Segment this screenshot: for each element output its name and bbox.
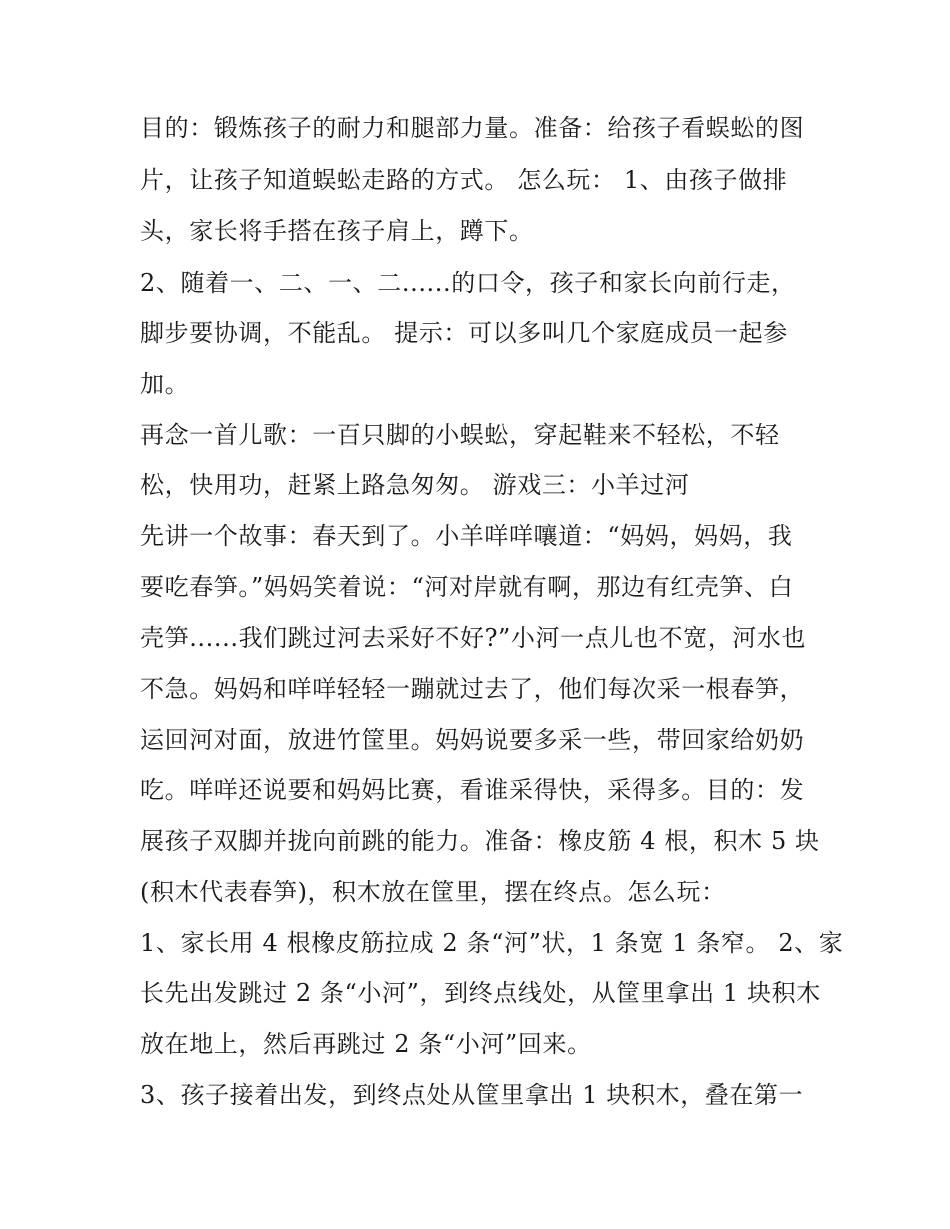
text-line: 加。	[140, 370, 190, 398]
text-line: 1、家长用 4 根橡皮筋拉成 2 条“河”状，1 条宽 1 条窄。 2、家	[140, 929, 844, 957]
text-line: 长先出发跳过 2 条“小河”，到终点线处，从筐里拿出 1 块积木	[140, 979, 821, 1007]
text-line: 先讲一个故事：春天到了。小羊咩咩嚷道：“妈妈，妈妈，我	[140, 522, 793, 550]
text-line: 吃。咩咩还说要和妈妈比赛，看谁采得快，采得多。目的：发	[140, 776, 805, 804]
text-line: 放在地上，然后再跳过 2 条“小河”回来。	[140, 1030, 592, 1058]
text-line: 2、随着一、二、一、二......的口令，孩子和家长向前行走，	[140, 269, 796, 297]
text-line: (积木代表春笋)，积木放在筐里，摆在终点。怎么玩：	[140, 878, 726, 906]
text-line: 目的：锻炼孩子的耐力和腿部力量。准备：给孩子看蜈蚣的图	[140, 114, 805, 142]
text-line: 松，快用功，赶紧上路急匆匆。 游戏三：小羊过河	[140, 471, 690, 499]
text-line: 片，让孩子知道蜈蚣走路的方式。 怎么玩： 1、由孩子做排	[140, 166, 788, 194]
text-line: 脚步要协调，不能乱。 提示：可以多叫几个家庭成员一起参	[140, 319, 788, 347]
text-line: 壳笋......我们跳过河去采好不好?”小河一点儿也不宽，河水也	[140, 624, 807, 652]
text-line: 再念一首儿歌：一百只脚的小蜈蚣，穿起鞋来不轻松，不轻	[140, 421, 780, 449]
text-line: 头，家长将手搭在孩子肩上，蹲下。	[140, 217, 534, 245]
text-line: 运回河对面，放进竹筐里。妈妈说要多采一些，带回家给奶奶	[140, 726, 805, 754]
text-line: 展孩子双脚并拢向前跳的能力。准备：橡皮筋 4 根，积木 5 块	[140, 827, 820, 855]
text-line: 不急。妈妈和咩咩轻轻一蹦就过去了，他们每次采一根春笋，	[140, 675, 805, 703]
text-line: 3、孩子接着出发，到终点处从筐里拿出 1 块积木，叠在第一	[140, 1081, 804, 1109]
text-line: 要吃春笋。”妈妈笑着说：“河对岸就有啊，那边有红壳笋、白	[140, 573, 794, 601]
